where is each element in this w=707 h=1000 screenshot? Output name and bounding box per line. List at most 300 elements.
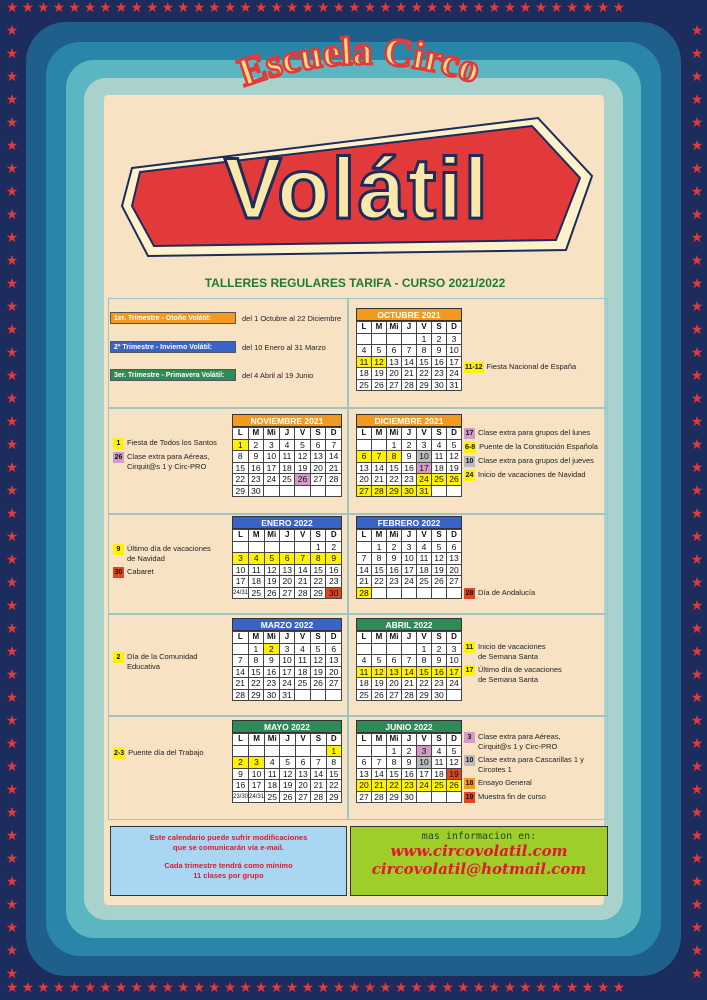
- calendar-title: DICIEMBRE 2021: [356, 414, 462, 427]
- calendar-day: 18: [279, 462, 295, 474]
- trimester-2-label: 2º Trimestre - Invierno Volátil:: [110, 341, 236, 353]
- calendar-day: 9: [326, 553, 342, 565]
- event-label: Fiesta Nacional de España: [486, 362, 577, 371]
- calendar-day: 7: [233, 655, 249, 667]
- event-date-badge: 26: [114, 454, 123, 461]
- calendar-day: [295, 689, 311, 701]
- calendar-day: 22: [310, 576, 325, 588]
- calendar-day: 3: [233, 553, 249, 565]
- calendar-day: 6: [387, 345, 402, 357]
- calendar-day: 22: [387, 780, 402, 792]
- calendar-day: 2: [264, 643, 280, 655]
- calendar-day: 8: [417, 655, 432, 667]
- calendar-day: 6: [310, 439, 326, 451]
- calendar-day: [311, 745, 326, 757]
- calendar-day: [310, 689, 326, 701]
- calendar-day: [295, 485, 311, 497]
- calendar-day: 16: [233, 780, 249, 792]
- weekday-header: V: [295, 734, 310, 746]
- star-border-bottom: ★★★★★★★★★★★★★★★★★★★★★★★★★★★★★★★★★★★★★★★★: [6, 981, 629, 996]
- calendar-day: 3: [249, 757, 265, 769]
- events-dic: [464, 428, 598, 484]
- calendar-day: [447, 791, 462, 803]
- calendar-day: 29: [417, 689, 432, 701]
- calendar-grid: [232, 427, 342, 497]
- calendar-day: 8: [326, 757, 341, 769]
- calendar-day: 4: [295, 643, 311, 655]
- calendar-day: 8: [372, 553, 387, 565]
- calendar-day: 3: [417, 439, 432, 451]
- calendar-day: 3: [264, 439, 280, 451]
- calendar-day: 14: [402, 356, 417, 368]
- event-label: Día de Andalucía: [478, 588, 536, 597]
- calendar-day: 12: [432, 553, 447, 565]
- calendar-grid: [356, 321, 462, 391]
- calendar-day: [387, 333, 402, 345]
- brand-name: Volátil: [224, 141, 490, 237]
- calendar-day: 19: [264, 576, 279, 588]
- calendar-day: 28: [295, 587, 310, 599]
- calendar-day: 14: [233, 666, 249, 678]
- calendar-day: 18: [357, 368, 372, 380]
- weekday-header: J: [402, 530, 417, 542]
- weekday-header: L: [357, 734, 372, 746]
- event-date-badge: 28: [465, 590, 474, 597]
- event-date-badge: 11-12: [465, 364, 483, 371]
- calendar-day: [279, 485, 295, 497]
- event-label: Último día de vacaciones de Navidad: [127, 544, 211, 563]
- calendar-day: 24: [447, 368, 462, 380]
- event-label: Día de la Comunidad Educativa: [127, 652, 198, 671]
- calendar-day: 6: [447, 541, 462, 553]
- calendar-day: 13: [326, 655, 342, 667]
- calendar-day: 30: [432, 379, 447, 391]
- calendar-day: 13: [387, 356, 402, 368]
- weekday-header: M: [249, 530, 264, 542]
- calendar-day: 14: [357, 564, 372, 576]
- event-item: [464, 428, 598, 439]
- calendar-day: 4: [249, 553, 264, 565]
- calendar-day: [402, 643, 417, 655]
- weekday-header: S: [432, 734, 447, 746]
- calendar-day: 4: [265, 757, 280, 769]
- calendar-day: 11: [357, 356, 372, 368]
- calendar-day: 21: [311, 780, 326, 792]
- weekday-header: J: [279, 428, 295, 440]
- calendar-day: 1: [417, 643, 432, 655]
- calendar-day: [357, 439, 372, 451]
- calendar-day: 4: [417, 541, 432, 553]
- calendar-day: 24/31: [233, 587, 249, 599]
- calendar-day: 20: [447, 564, 462, 576]
- calendar-grid: [232, 631, 342, 701]
- calendar-day: [280, 745, 295, 757]
- calendar-day: 27: [310, 474, 326, 486]
- calendar-day: 21: [326, 462, 342, 474]
- calendar-day: 27: [295, 791, 310, 803]
- calendar-day: 7: [326, 439, 342, 451]
- calendar-day: 1: [372, 541, 387, 553]
- calendar-day: 20: [310, 462, 326, 474]
- event-label: Puente de la Constitución Española: [479, 442, 598, 451]
- calendar-day: 28: [372, 791, 387, 803]
- calendar-day: 8: [248, 655, 264, 667]
- calendar-day: [279, 541, 294, 553]
- trimester-3-dates: del 4 Abril al 19 Junio: [242, 371, 314, 380]
- calendar-day: 23: [432, 678, 447, 690]
- calendar-jun: [356, 720, 462, 803]
- calendar-day: 7: [372, 757, 387, 769]
- calendar-day: 6: [295, 757, 310, 769]
- calendar-day: 30: [264, 689, 280, 701]
- calendar-day: 16: [248, 462, 264, 474]
- notice-box: [110, 826, 347, 896]
- calendar-day: 1: [326, 745, 341, 757]
- calendar-day: 12: [372, 356, 387, 368]
- calendar-day: [249, 541, 264, 553]
- calendar-day: 9: [387, 553, 402, 565]
- events-oct: [464, 362, 576, 376]
- calendar-day: 16: [402, 462, 417, 474]
- calendar-day: 20: [295, 780, 310, 792]
- calendar-day: 3: [447, 643, 462, 655]
- calendar-day: [233, 541, 249, 553]
- calendar-day: 4: [432, 745, 447, 757]
- calendar-day: 10: [249, 768, 265, 780]
- weekday-header: S: [432, 322, 447, 334]
- calendar-day: 10: [447, 345, 462, 357]
- calendar-day: 15: [248, 666, 264, 678]
- calendar-day: 8: [310, 553, 325, 565]
- calendar-day: 28: [402, 689, 417, 701]
- event-item: [113, 452, 217, 472]
- calendar-day: 22: [233, 474, 249, 486]
- weekday-header: Mi: [264, 530, 279, 542]
- notice-line-2: que se comunicarán vía e-mail.: [173, 843, 284, 852]
- calendar-day: 19: [372, 678, 387, 690]
- calendar-day: 9: [264, 655, 280, 667]
- calendar-ene: [232, 516, 342, 599]
- notice-line-3: Cada trimestre tendrá como mínimo: [164, 861, 293, 870]
- calendar-day: 14: [326, 451, 342, 463]
- star-border-top: ★★★★★★★★★★★★★★★★★★★★★★★★★★★★★★★★★★★★★★★★: [6, 1, 629, 16]
- trimester-1-dates: del 1 Octubre al 22 Diciembre: [242, 314, 342, 323]
- calendar-title: MARZO 2022: [232, 618, 342, 631]
- event-label: Inicio de vacaciones de Navidad: [478, 470, 586, 479]
- calendar-day: 2: [432, 333, 447, 345]
- weekday-header: Mi: [387, 530, 402, 542]
- calendar-abr: [356, 618, 462, 701]
- calendar-day: [249, 745, 265, 757]
- calendar-day: 12: [310, 655, 326, 667]
- weekday-header: Mi: [387, 632, 402, 644]
- calendar-day: [372, 439, 387, 451]
- weekday-header: M: [249, 734, 265, 746]
- email-link[interactable]: circovolatil@hotmail.com: [371, 860, 587, 878]
- weekday-header: V: [295, 530, 310, 542]
- calendar-day: 17: [279, 666, 295, 678]
- calendar-day: 26: [447, 474, 462, 486]
- weekday-header: D: [447, 530, 462, 542]
- calendar-day: 1: [387, 745, 402, 757]
- calendar-day: 22: [248, 678, 264, 690]
- weekday-header: L: [357, 530, 372, 542]
- calendar-day: 29: [233, 485, 249, 497]
- weekday-header: S: [432, 428, 447, 440]
- calendar-day: 21: [233, 678, 249, 690]
- weekday-header: S: [432, 530, 447, 542]
- calendar-day: 6: [279, 553, 294, 565]
- event-item: [464, 642, 562, 662]
- weekday-header: V: [417, 428, 432, 440]
- calendar-day: 4: [432, 439, 447, 451]
- calendar-grid: [232, 529, 342, 599]
- calendar-day: 22: [417, 678, 432, 690]
- calendar-day: 3: [279, 643, 295, 655]
- calendar-day: 27: [357, 485, 372, 497]
- calendar-day: 5: [310, 643, 326, 655]
- calendar-day: 6: [326, 643, 342, 655]
- calendar-day: 18: [265, 780, 280, 792]
- calendar-day: 7: [357, 553, 372, 565]
- calendar-day: 11: [295, 655, 311, 667]
- weekday-header: V: [417, 632, 432, 644]
- calendar-day: 15: [233, 462, 249, 474]
- event-date-badge: 17: [465, 430, 474, 437]
- calendar-day: 5: [447, 745, 462, 757]
- weekday-header: L: [233, 734, 249, 746]
- calendar-day: 17: [447, 666, 462, 678]
- calendar-day: [357, 643, 372, 655]
- weekday-header: L: [233, 530, 249, 542]
- calendar-day: 3: [402, 541, 417, 553]
- calendar-day: 13: [447, 553, 462, 565]
- calendar-day: 28: [326, 474, 342, 486]
- calendar-day: 2: [326, 541, 342, 553]
- calendar-day: 27: [357, 791, 372, 803]
- calendar-day: 15: [387, 462, 402, 474]
- event-label: Clase extra para grupos del jueves: [478, 456, 594, 465]
- calendar-day: 6: [357, 451, 372, 463]
- calendar-title: MAYO 2022: [232, 720, 342, 733]
- calendar-day: 4: [357, 345, 372, 357]
- calendar-day: 15: [387, 768, 402, 780]
- weekday-header: J: [279, 632, 295, 644]
- contact-label: mas informacion en:: [421, 831, 537, 842]
- poster-subtitle: TALLERES REGULARES TARIFA - CURSO 2021/2022: [204, 276, 506, 290]
- calendar-day: 9: [402, 451, 417, 463]
- calendar-day: 8: [417, 345, 432, 357]
- calendar-day: 15: [417, 356, 432, 368]
- calendar-day: 17: [249, 780, 265, 792]
- calendar-day: 20: [387, 368, 402, 380]
- calendar-day: 30: [326, 587, 342, 599]
- event-item: [464, 470, 598, 481]
- weekday-header: L: [357, 428, 372, 440]
- calendar-day: 28: [372, 485, 387, 497]
- calendar-day: 23: [387, 576, 402, 588]
- calendar-grid: [356, 529, 462, 599]
- calendar-day: 24: [264, 474, 280, 486]
- weekday-header: M: [248, 632, 264, 644]
- calendar-day: [417, 791, 432, 803]
- calendar-day: [432, 791, 447, 803]
- calendar-day: 29: [248, 689, 264, 701]
- calendar-day: [310, 485, 326, 497]
- calendar-day: 3: [447, 333, 462, 345]
- weekday-header: S: [311, 734, 326, 746]
- calendar-day: 17: [233, 576, 249, 588]
- weekday-header: V: [295, 632, 311, 644]
- calendar-day: 31: [417, 485, 432, 497]
- calendar-day: 6: [387, 655, 402, 667]
- calendar-day: 5: [372, 655, 387, 667]
- calendar-title: JUNIO 2022: [356, 720, 462, 733]
- weekday-header: Mi: [265, 734, 280, 746]
- calendar-day: [295, 541, 310, 553]
- calendar-grid: [356, 427, 462, 497]
- weekday-header: S: [310, 428, 326, 440]
- calendar-day: 24/31: [249, 791, 265, 803]
- calendar-day: [326, 485, 342, 497]
- events-nov: [113, 438, 217, 475]
- event-item: [464, 442, 598, 453]
- event-item: [464, 732, 584, 752]
- calendar-day: [233, 643, 249, 655]
- event-date-badge: 2: [113, 652, 124, 663]
- calendar-day: 17: [417, 462, 432, 474]
- calendar-day: 21: [357, 576, 372, 588]
- website-link[interactable]: www.circovolatil.com: [390, 842, 568, 860]
- weekday-header: Mi: [264, 428, 280, 440]
- calendar-day: 16: [432, 666, 447, 678]
- calendar-day: 12: [372, 666, 387, 678]
- calendar-day: 30: [432, 689, 447, 701]
- calendar-day: 25: [357, 689, 372, 701]
- calendar-day: 11: [265, 768, 280, 780]
- calendar-day: 14: [311, 768, 326, 780]
- event-date-badge: 24: [465, 472, 474, 479]
- trimester-3-label: 3er. Trimestre - Primavera Volátil:: [110, 369, 236, 381]
- calendar-day: [233, 745, 249, 757]
- weekday-header: M: [372, 322, 387, 334]
- calendar-day: 15: [310, 564, 325, 576]
- calendar-day: 12: [447, 451, 462, 463]
- calendar-day: 13: [357, 462, 372, 474]
- event-label: Ensayo General: [478, 778, 532, 787]
- event-item: [464, 755, 584, 775]
- weekday-header: D: [447, 322, 462, 334]
- event-item: [113, 438, 217, 449]
- weekday-header: D: [326, 530, 342, 542]
- calendar-day: 25: [432, 474, 447, 486]
- calendar-day: 15: [326, 768, 341, 780]
- calendar-day: 23: [248, 474, 264, 486]
- calendar-day: 10: [447, 655, 462, 667]
- calendar-day: 30: [402, 485, 417, 497]
- weekday-header: J: [402, 428, 417, 440]
- calendar-day: [372, 745, 387, 757]
- calendar-day: 11: [249, 564, 264, 576]
- calendar-day: 30: [248, 485, 264, 497]
- event-label: Clase extra para Aéreas, Cirquit@s 1 y Circ-PRO: [127, 452, 210, 471]
- calendar-day: [326, 689, 342, 701]
- weekday-header: Mi: [387, 734, 402, 746]
- calendar-day: 1: [310, 541, 325, 553]
- calendar-day: 20: [357, 780, 372, 792]
- calendar-day: 19: [447, 768, 462, 780]
- calendar-grid: [356, 733, 462, 803]
- calendar-day: 9: [432, 655, 447, 667]
- calendar-day: 12: [447, 757, 462, 769]
- weekday-header: J: [402, 322, 417, 334]
- calendar-day: 26: [372, 689, 387, 701]
- calendar-day: 27: [387, 379, 402, 391]
- weekday-header: D: [326, 734, 341, 746]
- events-ene: [113, 544, 211, 581]
- calendar-day: 24: [402, 576, 417, 588]
- event-date-badge: 18: [465, 780, 474, 787]
- calendar-day: 25: [432, 780, 447, 792]
- calendar-day: 16: [264, 666, 280, 678]
- calendar-title: NOVIEMBRE 2021: [232, 414, 342, 427]
- calendar-day: 25: [357, 379, 372, 391]
- calendar-day: 17: [447, 356, 462, 368]
- calendar-day: 29: [417, 379, 432, 391]
- weekday-header: V: [417, 530, 432, 542]
- calendar-day: 20: [387, 678, 402, 690]
- calendar-day: 8: [387, 757, 402, 769]
- weekday-header: J: [280, 734, 295, 746]
- calendar-day: 11: [417, 553, 432, 565]
- calendar-day: [264, 485, 280, 497]
- calendar-title: OCTUBRE 2021: [356, 308, 462, 321]
- weekday-header: D: [326, 632, 342, 644]
- calendar-day: 13: [387, 666, 402, 678]
- calendar-day: 17: [417, 768, 432, 780]
- calendar-day: 4: [357, 655, 372, 667]
- calendar-day: 25: [279, 474, 295, 486]
- calendar-day: [372, 587, 387, 599]
- calendar-day: 13: [310, 451, 326, 463]
- weekday-header: V: [417, 322, 432, 334]
- calendar-day: 18: [357, 678, 372, 690]
- weekday-header: D: [447, 632, 462, 644]
- calendar-day: 18: [417, 564, 432, 576]
- calendar-day: 10: [402, 553, 417, 565]
- event-item: [464, 588, 535, 599]
- calendar-day: 7: [402, 345, 417, 357]
- calendar-day: 8: [233, 451, 249, 463]
- calendar-grid: [232, 733, 342, 803]
- calendar-day: 12: [264, 564, 279, 576]
- calendar-day: 27: [447, 576, 462, 588]
- calendar-day: 10: [233, 564, 249, 576]
- events-feb: [464, 588, 535, 602]
- event-label: Último día de vacaciones de Semana Santa: [478, 665, 562, 684]
- weekday-header: S: [310, 632, 326, 644]
- calendar-day: 10: [264, 451, 280, 463]
- event-item: [113, 652, 197, 672]
- calendar-day: 13: [295, 768, 310, 780]
- calendar-day: 25: [265, 791, 280, 803]
- calendar-day: 2: [233, 757, 249, 769]
- calendar-day: 7: [372, 451, 387, 463]
- calendar-day: 2: [402, 745, 417, 757]
- event-item: [464, 792, 584, 803]
- calendar-day: 28: [233, 689, 249, 701]
- calendar-day: 1: [387, 439, 402, 451]
